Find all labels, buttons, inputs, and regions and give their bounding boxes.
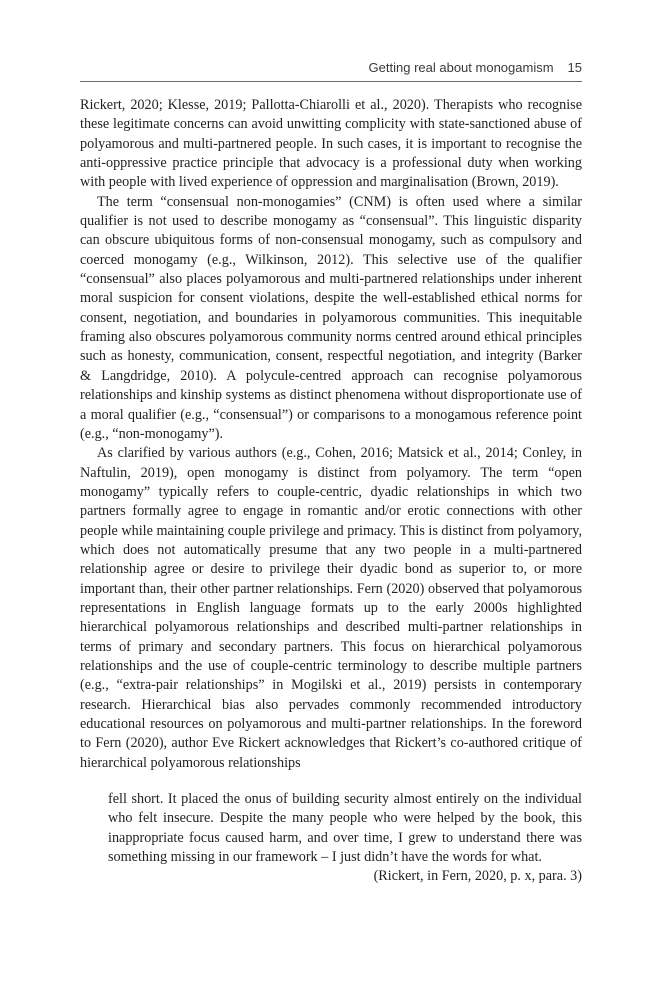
paragraph-cnm-term: The term “consensual non-monogamies” (CNM) is often used where a similar qualifier is not used to describe monogamy as “consensual”. This linguistic disparity can obscure ubiquitous forms of non-consensual monogamy, such as compulsory and coerced monogamy (e.g., Wilkinson, 2012). This selective use of the qualifier “consensual” also places polyamorous and multi-partnered relationships under inherent moral suspicion for consent violations, despite the well-established ethical norms for consent, negotiation, and boundaries in polyamorous communities. This inequitable framing also obscures polyamorous community norms centred around ethical principles such as honesty, communication, consent, respectful negotiation, and integrity (Barker & Langdridge, 2010). A polycule-centred approach can recognise polyamorous relationships and kinship systems as distinct phenomena without disproportionate use of a moral qualifier (e.g., “consensual”) or comparisons to a monogamous reference point (e.g., “non-monogamy”). <box>80 193 582 442</box>
running-head <box>80 58 582 80</box>
block-quote-citation: (Rickert, in Fern, 2020, p. x, para. 3) <box>373 868 582 885</box>
paragraph-open-monogamy: As clarified by various authors (e.g., Cohen, 2016; Matsick et al., 2014; Conley, in Naftulin, 2019), open monogamy is distinct from polyamory. The term “open monogamy” typically refers to couple-centric, dyadic relationships in which two partners formally agree to engage in romantic and/or erotic connections with other people while maintaining couple privilege and primacy. This is distinct from polyamory, which does not automatically presume that any two people in a multi-partnered relationship agree or desire to privilege their dyadic bond as superior to, or more important than, their other partner relationships. Fern (2020) observed that polyamorous representations in English language formats up to the early 2000s highlighted hierarchical polyamorous relationships and described multi-partner relationships in terms of primary and secondary partners. This focus on hierarchical polyamorous relationships and the use of couple-centric terminology to describe multiple partners (e.g., “extra-pair relationships” in Mogilski et al., 2019) persists in contemporary research. Hierarchical bias also pervades commonly recommended introductory educational resources on polyamorous and multi-partner relationships. In the foreword to Fern (2020), author Eve Rickert acknowledges that Rickert’s co-authored critique of hierarchical polyamorous relationships <box>80 445 582 771</box>
running-head-title: Getting real about monogamism <box>368 60 554 75</box>
header-rule <box>80 81 582 82</box>
block-quote <box>108 790 582 887</box>
paragraph-continuation: Rickert, 2020; Klesse, 2019; Pallotta-Chiarolli et al., 2020). Therapists who recognise these legitimate concerns can avoid unwitting complicity with state-sanctioned abuse of polyamorous and multi-partnered people. In such cases, it is important to recognise the anti-oppressive practice principle that advocacy is a professional duty when working with people with lived experience of oppression and marginalisation (Brown, 2019). <box>80 97 582 191</box>
page-number: 15 <box>567 60 582 75</box>
body-text <box>80 96 582 887</box>
block-quote-text: fell short. It placed the onus of building security almost entirely on the individual who felt insecure. Despite the many people who were helped by the book, this inappropriate focus caused harm, and over time, I grew to understand there was something missing in our framework – I just didn’t have the words for what. <box>108 791 582 866</box>
